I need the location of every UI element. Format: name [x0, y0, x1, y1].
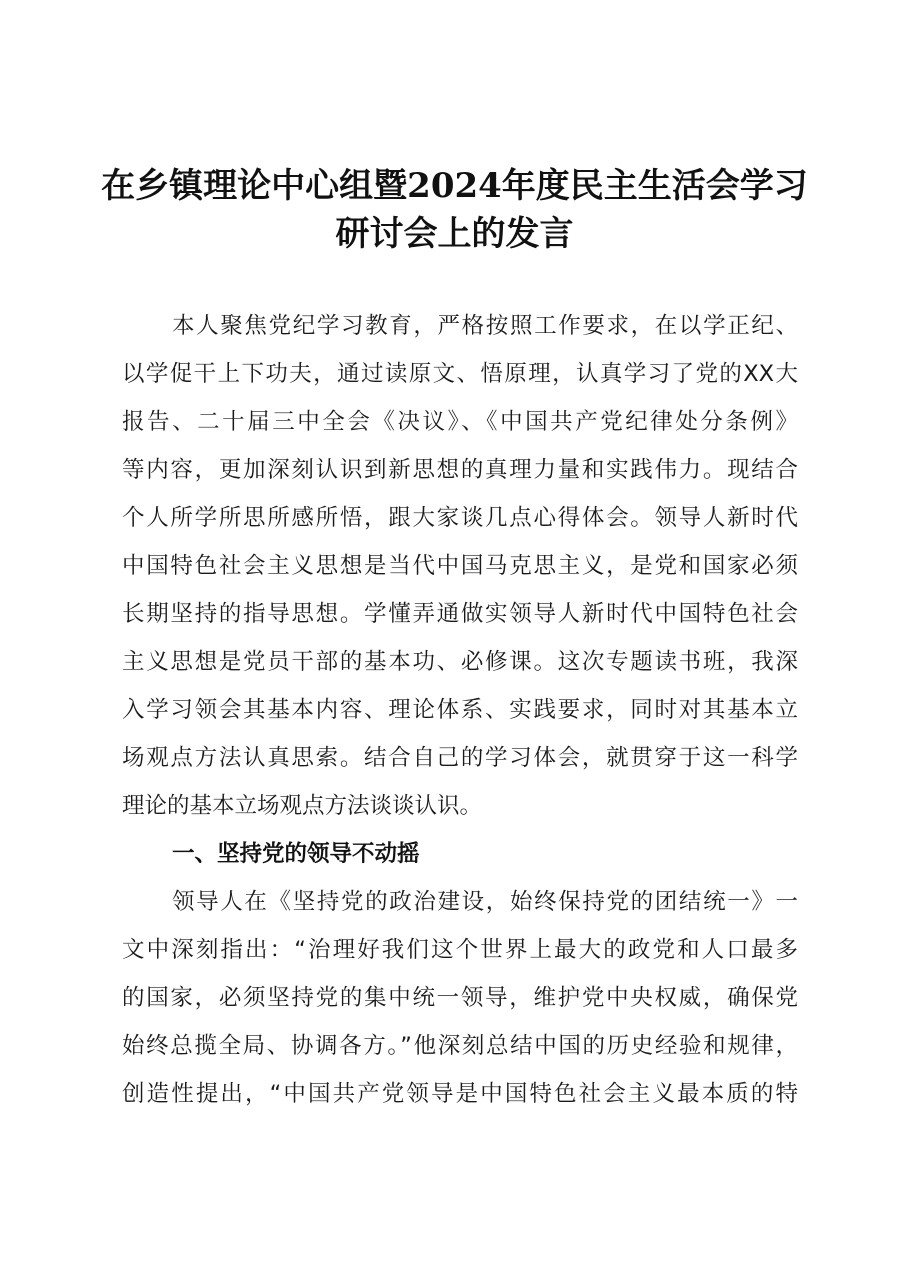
- paragraph-1-line: 主义思想是党员干部的基本功、必修课。这次专题读书班，我深: [122, 649, 798, 675]
- document-title-line-2: 研讨会上的发言: [335, 214, 574, 254]
- paragraph-1-line: 个人所学所思所感所悟，跟大家谈几点心得体会。领导人新时代: [122, 505, 798, 531]
- paragraph-2-line: 领导人在《坚持党的政治建设，始终保持党的团结统一》一: [172, 889, 798, 915]
- paragraph-2-line: 始终总揽全局、协调各方。”他深刻总结中国的历史经验和规律，: [122, 1033, 798, 1059]
- paragraph-1-line: 理论的基本立场观点方法谈谈认识。: [122, 793, 483, 819]
- document-title-line-1: 在乡镇理论中心组暨2024年度民主生活会学习: [101, 166, 808, 206]
- paragraph-1-line: 场观点方法认真思索。结合自己的学习体会，就贯穿于这一科学: [122, 745, 798, 771]
- paragraph-1-line: 等内容，更加深刻认识到新思想的真理力量和实践伟力。现结合: [122, 457, 798, 483]
- paragraph-1-line: 中国特色社会主义思想是当代中国马克思主义，是党和国家必须: [122, 553, 798, 579]
- section-heading: 一、坚持党的领导不动摇: [172, 841, 420, 867]
- paragraph-1-line: 以学促干上下功夫，通过读原文、悟原理，认真学习了党的XX大: [122, 361, 798, 387]
- paragraph-1-line: 报告、二十届三中全会《决议》、《中国共产党纪律处分条例》: [122, 409, 798, 435]
- paragraph-2-line: 的国家，必须坚持党的集中统一领导，维护党中央权威，确保党: [122, 985, 798, 1011]
- paragraph-1-line: 长期坚持的指导思想。学懂弄通做实领导人新时代中国特色社会: [122, 601, 798, 627]
- paragraph-1-line: 入学习领会其基本内容、理论体系、实践要求，同时对其基本立: [122, 697, 798, 723]
- paragraph-2-line: 文中深刻指出：“治理好我们这个世界上最大的政党和人口最多: [122, 937, 798, 963]
- paragraph-2-line: 创造性提出，“中国共产党领导是中国特色社会主义最本质的特: [122, 1081, 798, 1107]
- paragraph-1-line: 本人聚焦党纪学习教育，严格按照工作要求，在以学正纪、: [172, 313, 798, 339]
